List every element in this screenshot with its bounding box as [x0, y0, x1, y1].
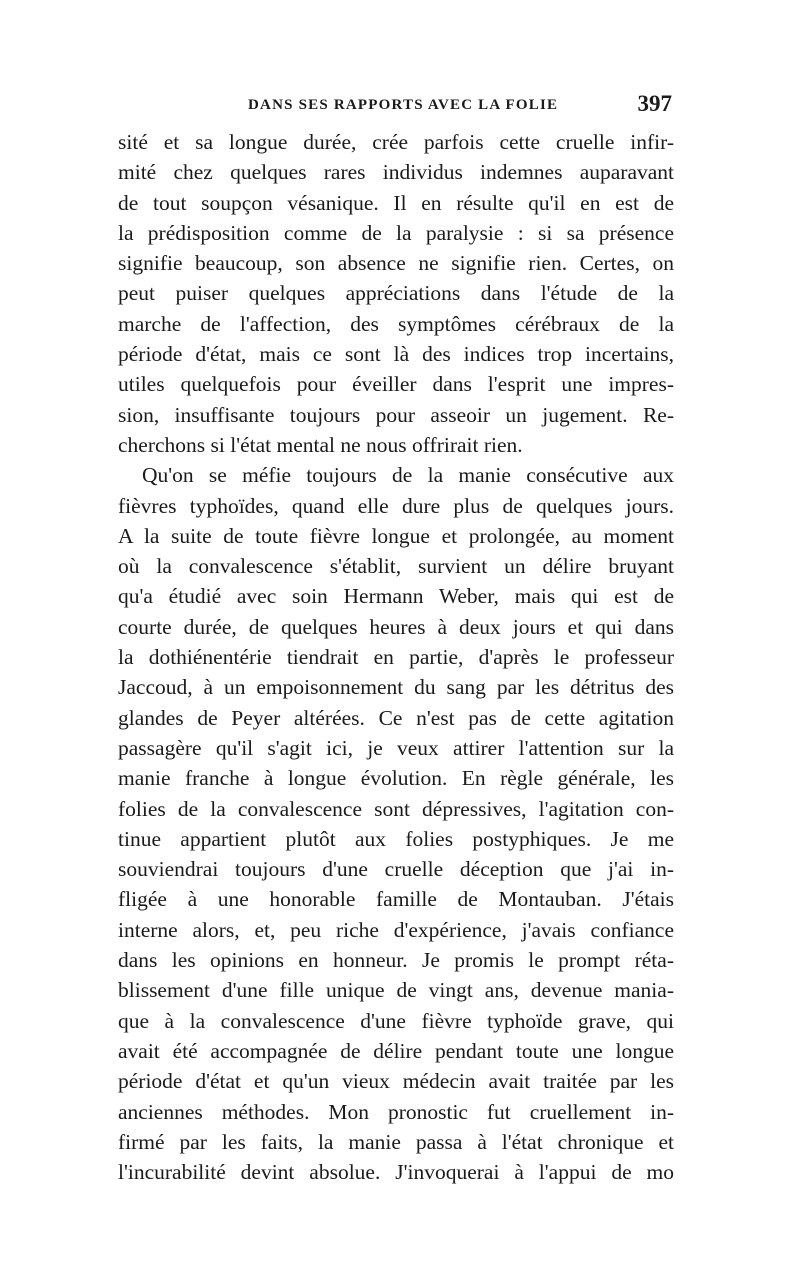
running-title: DANS SES RAPPORTS AVEC LA FOLIE [248, 97, 559, 113]
text-line: sité et sa longue durée, crée parfois cette cruelle infir- [118, 130, 674, 154]
text-line: A la suite de toute fièvre longue et prolongée, au moment [118, 523, 674, 548]
text-line: fièvres typhoïdes, quand elle dure plus de quelques jours. [118, 493, 674, 518]
text-line: tinue appartient plutôt aux folies postyphiques. Je me [118, 826, 674, 851]
text-line: Jaccoud, à un empoisonnement du sang par les détritus des [118, 675, 674, 700]
text-line: mité chez quelques rares individus indemnes auparavant [118, 160, 674, 185]
text-line: folies de la convalescence sont dépressives, l'agitation con- [118, 796, 674, 821]
text-line: avait été accompagnée de délire pendant toute une longue [118, 1038, 674, 1063]
text-line: courte durée, de quelques heures à deux jours et qui dans [118, 614, 674, 639]
text-line: la prédisposition comme de la paralysie : si sa présence [118, 220, 674, 245]
text-line: dans les opinions en honneur. Je promis le prompt réta- [118, 948, 674, 973]
text-line: fligée à une honorable famille de Montauban. J'étais [118, 887, 674, 912]
text-line: marche de l'affection, des symptômes cérébraux de la [118, 311, 674, 336]
text-line: glandes de Peyer altérées. Ce n'est pas de cette agitation [118, 705, 674, 730]
text-line: anciennes méthodes. Mon pronostic fut cruellement in- [118, 1099, 674, 1124]
text-line: l'incurabilité devint absolue. J'invoquerai à l'appui de mo [118, 1160, 674, 1185]
text-line: que à la convalescence d'une fièvre typhoïde grave, qui [118, 1008, 674, 1033]
text-line: interne alors, et, peu riche d'expérience, j'avais confiance [118, 917, 674, 942]
text-line: de tout soupçon vésanique. Il en résulte qu'il en est de [118, 190, 674, 215]
text-line: blissement d'une fille unique de vingt ans, devenue mania- [118, 978, 674, 1003]
text-line: passagère qu'il s'agit ici, je veux attirer l'attention sur la [118, 735, 674, 760]
text-line: signifie beaucoup, son absence ne signifie rien. Certes, on [118, 251, 674, 276]
paragraph-end-line: cherchons si l'état mental ne nous offrirait rien. [118, 432, 523, 457]
text-line: qu'a étudié avec soin Hermann Weber, mais qui est de [118, 584, 674, 609]
text-line: sion, insuffisante toujours pour asseoir un jugement. Re- [118, 402, 674, 427]
text-line: peut puiser quelques appréciations dans l'étude de la [118, 281, 674, 306]
text-line: la dothiénentérie tiendrait en partie, d'après le professeur [118, 645, 674, 670]
text-line: période d'état et qu'un vieux médecin avait traitée par les [118, 1069, 674, 1094]
text-line: manie franche à longue évolution. En règle générale, les [118, 766, 674, 791]
body-text [118, 127, 674, 1187]
paragraph-start-line: Qu'on se méfie toujours de la manie consécutive aux [142, 463, 674, 488]
text-line: période d'état, mais ce sont là des indices trop incertains, [118, 342, 674, 367]
text-line: souviendrai toujours d'une cruelle déception que j'ai in- [118, 857, 674, 882]
text-line: firmé par les faits, la manie passa à l'état chronique et [118, 1129, 674, 1154]
text-line: utiles quelquefois pour éveiller dans l'esprit une impres- [118, 372, 674, 397]
page-number: 397 [637, 91, 672, 116]
text-line: où la convalescence s'établit, survient un délire bruyant [118, 554, 674, 579]
running-head [130, 91, 678, 120]
